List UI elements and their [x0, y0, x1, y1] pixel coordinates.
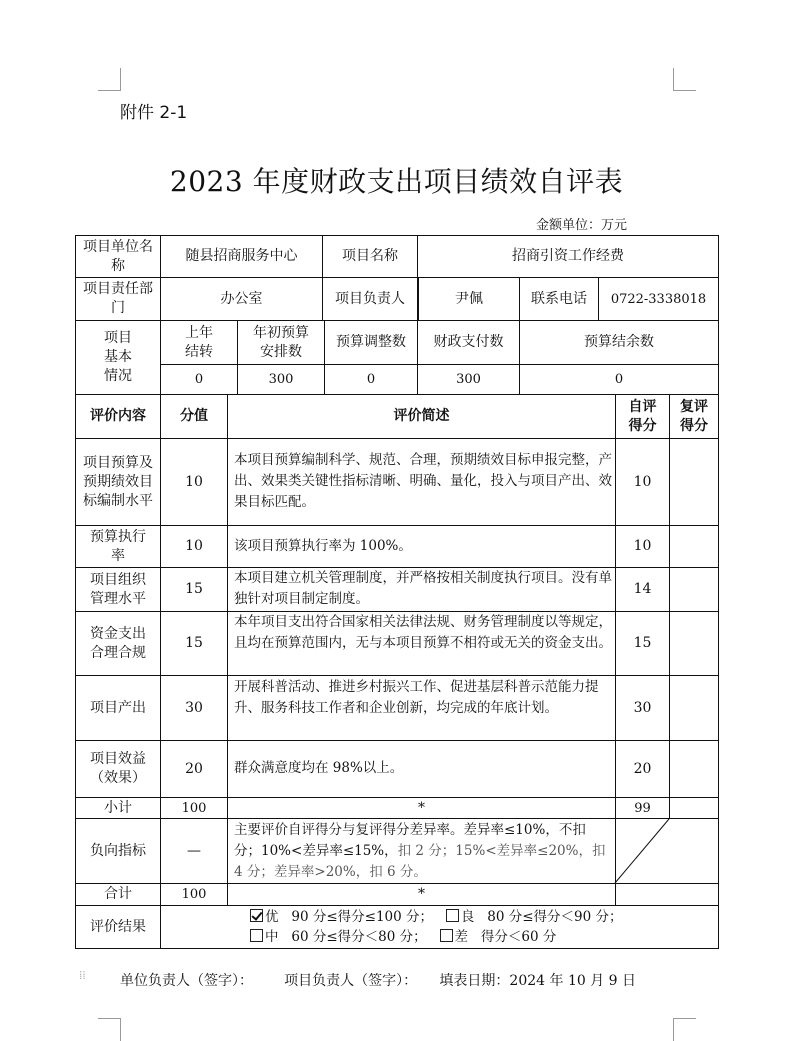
row-desc: 开展科普活动、推进乡村振兴工作、促进基层科普示范能力提升、服务科技工作者和企业创新，均完成的年底计划。 — [234, 679, 599, 716]
subtotal-score: 100 — [181, 800, 207, 816]
budget-header-paid: 财政支付数 — [433, 334, 504, 350]
phone-value: 0722-3338018 — [610, 291, 707, 307]
budget-value-paid: 300 — [456, 372, 481, 387]
result-checkbox-poor[interactable] — [440, 929, 453, 942]
row-score: 10 — [185, 473, 203, 490]
row-score: 30 — [185, 699, 203, 716]
result-label: 评价结果 — [90, 918, 146, 935]
row-desc: 该项目预算执行率为 100%。 — [234, 538, 412, 554]
leader-label: 项目负责人 — [335, 290, 405, 307]
row-desc: 本项目预算编制科学、规范、合理，预期绩效目标申报完整，产出、效果类关键性指标清晰、明确、量化，投入与项目产出、效果目标匹配。 — [234, 452, 612, 510]
result-option-range: 60 分≤得分＜80 分； — [291, 929, 427, 945]
unit-note: 金额单位：万元 — [536, 218, 628, 233]
row-desc: 本项目建立机关管理制度，并严格按相关制度执行项目。没有单独针对项目制定制度。 — [234, 570, 612, 607]
result-checkbox-excellent[interactable] — [250, 909, 263, 922]
total-desc: * — [418, 886, 425, 902]
row-review-score — [670, 526, 718, 567]
result-option-range: 90 分≤得分≤100 分； — [291, 909, 434, 925]
total-score: 100 — [181, 887, 207, 902]
result-option-name: 差 — [454, 929, 469, 945]
row-score: 15 — [185, 581, 203, 597]
budget-header-balance: 预算结余数 — [584, 334, 654, 350]
row-desc: 群众满意度均在 98%以上。 — [234, 760, 404, 776]
row-review-score — [670, 568, 718, 611]
row-name: 项目预算及预期绩效目标编制水平 — [83, 454, 153, 509]
row-self-score: 10 — [633, 473, 652, 490]
project-name-label: 项目名称 — [342, 248, 398, 264]
result-option-range: 得分＜60 分 — [480, 929, 557, 945]
total-label: 合计 — [104, 886, 132, 902]
signature-footer — [120, 970, 636, 990]
drag-handle-icon[interactable]: ⁞⁞ — [79, 968, 86, 982]
row-review-score — [670, 676, 718, 740]
budget-value-initial: 300 — [268, 372, 294, 387]
subtotal-desc: * — [418, 799, 425, 816]
result-option-name: 良 — [460, 909, 475, 925]
row-name: 项目效益（效果） — [90, 751, 146, 786]
budget-value-adjust: 0 — [366, 372, 376, 387]
eval-header-review: 复评得分 — [680, 398, 708, 434]
negative-indicator-label: 负向指标 — [90, 842, 146, 859]
budget-header-carryover: 上年结转 — [185, 324, 213, 360]
unit-name-value: 随县招商服务中心 — [185, 248, 298, 264]
row-desc: 本年项目支出符合国家相关法律法规、财务管理制度以等规定，且均在预算范围内，无与本项目预算不相符或无关的资金支出。 — [234, 614, 612, 651]
row-name: 资金支出合理合规 — [90, 625, 146, 661]
row-self-score: 30 — [633, 699, 652, 716]
phone-label: 联系电话 — [531, 290, 587, 307]
negative-desc-part1: 主要评价自评得分与复评得分差异率。差异率≤10%，不扣分；10%<差异率≤15%， — [234, 822, 586, 859]
row-score: 10 — [185, 538, 203, 554]
row-name: 预算执行率 — [90, 528, 146, 564]
dept-value: 办公室 — [220, 290, 263, 307]
result-option-name: 优 — [265, 909, 279, 925]
dept-label: 项目责任部门 — [83, 281, 153, 316]
row-score: 20 — [185, 760, 203, 777]
row-review-score — [670, 439, 718, 525]
subtotal-label: 小计 — [104, 799, 132, 816]
negative-desc-part2: 扣 2 分；15%<差异率≤20%，扣 4 分；差异率>20%，扣 6 分。 — [234, 843, 606, 880]
eval-header-content: 评价内容 — [90, 408, 146, 424]
eval-header-desc: 评价简述 — [393, 408, 450, 424]
budget-header-adjust: 预算调整数 — [336, 334, 406, 350]
negative-indicator-desc — [234, 820, 612, 883]
budget-value-balance: 0 — [614, 372, 624, 387]
negative-indicator-score: — — [187, 842, 201, 859]
eval-header-score: 分值 — [180, 408, 208, 424]
leader-value: 尹佩 — [455, 290, 483, 307]
result-option-name: 中 — [265, 929, 279, 945]
unit-head-signature: 单位负责人（签字）： — [120, 973, 253, 989]
basic-info-label: 项目基本情况 — [104, 330, 132, 384]
row-self-score: 14 — [633, 581, 652, 597]
row-self-score: 20 — [633, 760, 652, 777]
result-checkbox-good[interactable] — [446, 909, 459, 922]
row-name: 项目组织管理水平 — [90, 571, 146, 607]
row-self-score: 15 — [633, 635, 652, 651]
row-review-score — [670, 612, 718, 675]
budget-value-carryover: 0 — [194, 372, 204, 387]
result-option-range: 80 分≤得分＜90 分； — [487, 909, 623, 925]
project-name-value: 招商引资工作经费 — [512, 248, 624, 264]
attachment-label: 附件 2-1 — [120, 103, 188, 123]
result-options — [250, 907, 710, 947]
row-name: 项目产出 — [90, 699, 146, 716]
eval-header-self: 自评得分 — [628, 398, 657, 434]
project-head-signature: 项目负责人（签字）： — [284, 973, 418, 989]
result-line-2 — [250, 927, 710, 947]
fill-date: 填表日期：2024 年 10 月 9 日 — [439, 973, 637, 989]
result-checkbox-medium[interactable] — [250, 929, 263, 942]
result-line-1 — [250, 907, 710, 927]
page-title: 2023 年度财政支出项目绩效自评表 — [169, 165, 624, 198]
row-review-score — [670, 741, 718, 797]
row-self-score: 10 — [633, 538, 652, 554]
unit-name-label: 项目单位名称 — [83, 238, 153, 274]
row-score: 15 — [185, 635, 203, 651]
subtotal-self-score: 99 — [634, 800, 651, 816]
budget-header-initial: 年初预算安排数 — [253, 324, 309, 360]
